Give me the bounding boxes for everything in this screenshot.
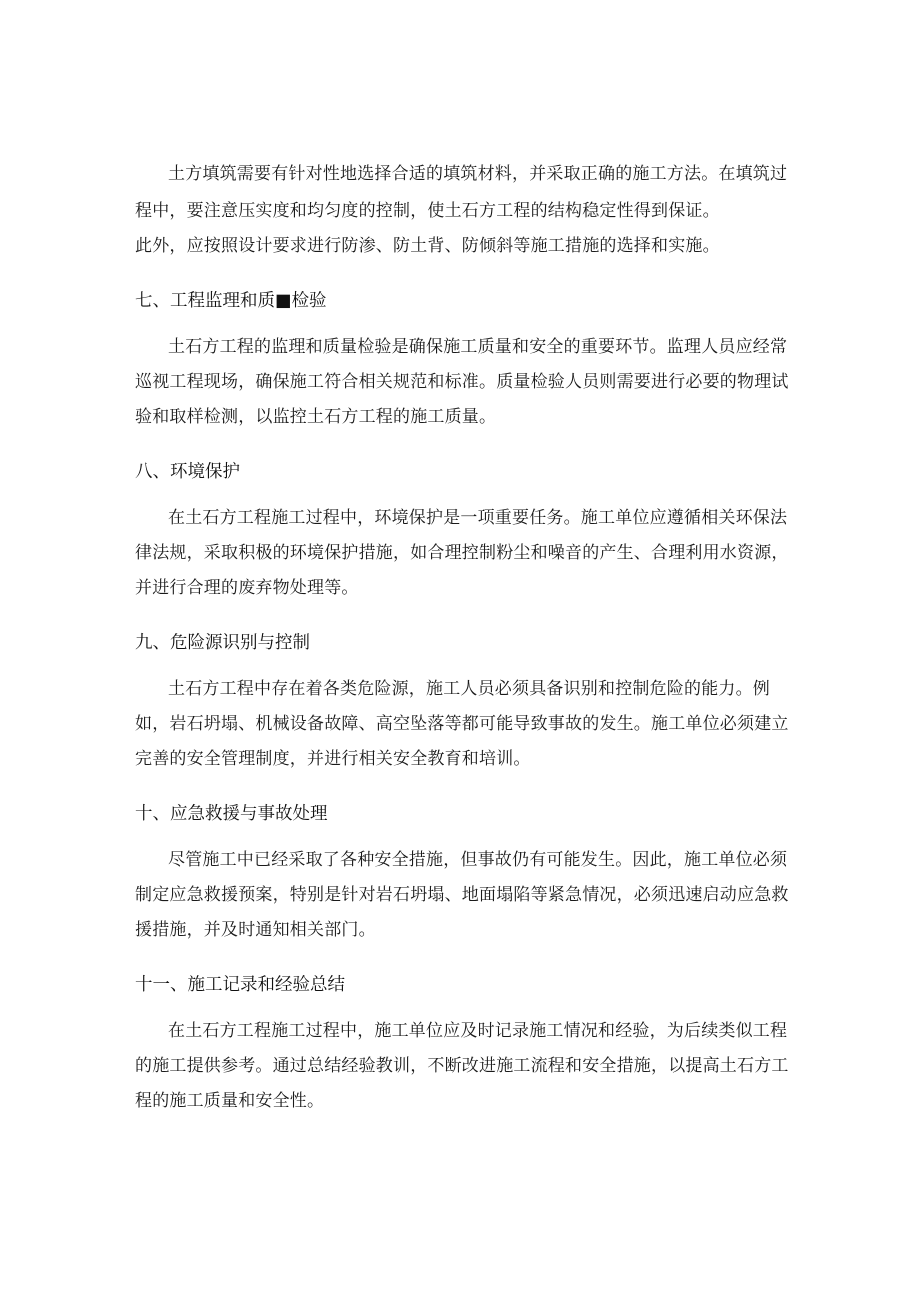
- paragraph-line: 完善的安全管理制度，并进行相关安全教育和培训。: [135, 749, 531, 769]
- paragraph-line: 律法规，采取积极的环境保护措施，如合理控制粉尘和噪音的产生、合理利用水资源，: [135, 543, 789, 563]
- paragraph-line: 在土石方工程施工过程中，环境保护是一项重要任务。施工单位应遵循相关环保法: [168, 508, 788, 528]
- paragraph-line: 程的施工质量和安全性。: [135, 1091, 325, 1111]
- section-heading: 九、危险源识别与控制: [135, 633, 310, 653]
- paragraph-line: 在土石方工程施工过程中，施工单位应及时记录施工情况和经验，为后续类似工程: [168, 1021, 788, 1041]
- paragraph-line: 此外，应按照设计要求进行防渗、防土背、防倾斜等施工措施的选择和实施。: [135, 236, 720, 256]
- paragraph-line: 如，岩石坍塌、机械设备故障、高空坠落等都可能导致事故的发生。施工单位必须建立: [135, 714, 789, 734]
- paragraph-line: 并进行合理的废弃物处理等。: [135, 578, 359, 598]
- section-heading: 八、环境保护: [135, 462, 240, 482]
- paragraph-line: 巡视工程现场，确保施工符合相关规范和标准。质量检验人员则需要进行必要的物理试: [135, 372, 789, 392]
- paragraph-line: 程中，要注意压实度和均匀度的控制，使土石方工程的结构稳定性得到保证。: [135, 201, 720, 221]
- paragraph-line: 援措施，并及时通知相关部门。: [135, 920, 376, 940]
- paragraph-line: 尽管施工中已经采取了各种安全措施，但事故仍有可能发生。因此，施工单位必须: [168, 850, 788, 870]
- paragraph-line: 土方填筑需要有针对性地选择合适的填筑材料，并采取正确的施工方法。在填筑过: [168, 164, 788, 184]
- paragraph-line: 验和取样检测，以监控土石方工程的施工质量。: [135, 407, 497, 427]
- paragraph-line: 的施工提供参考。通过总结经验教训，不断改进施工流程和安全措施，以提高土石方工: [135, 1056, 789, 1076]
- section-heading: 十、应急救援与事故处理: [135, 804, 328, 824]
- paragraph-line: 土石方工程中存在着各类危险源，施工人员必须具备识别和控制危险的能力。例: [168, 679, 770, 699]
- section-heading: 十一、施工记录和经验总结: [135, 975, 345, 995]
- paragraph-line: 土石方工程的监理和质量检验是确保施工质量和安全的重要环节。监理人员应经常: [168, 337, 788, 357]
- section-heading: 七、工程监理和质■检验: [135, 291, 327, 311]
- paragraph-line: 制定应急救援预案，特别是针对岩石坍塌、地面塌陷等紧急情况，必须迅速启动应急救: [135, 885, 789, 905]
